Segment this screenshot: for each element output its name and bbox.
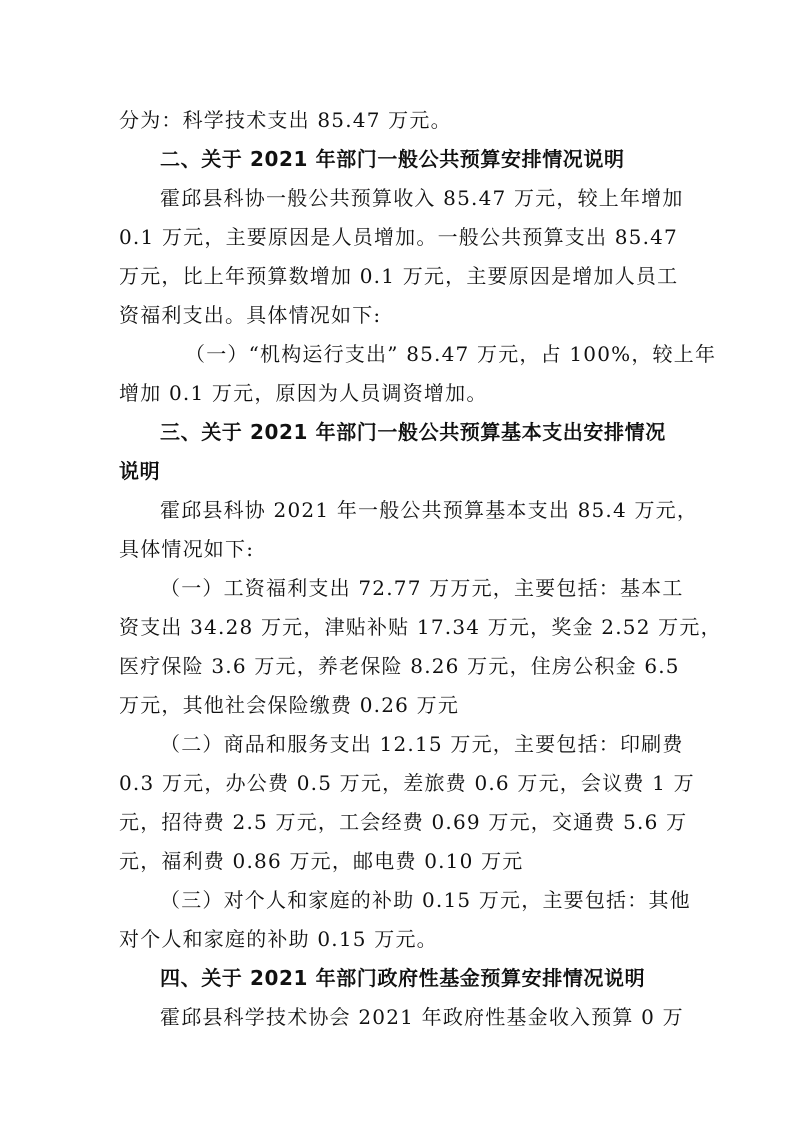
paragraph-line: （一）工资福利支出 72.77 万万元，主要包括：基本工 — [160, 576, 684, 600]
paragraph-line: 万元，其他社会保险缴费 0.26 万元 — [119, 693, 460, 717]
paragraph-line: 具体情况如下: — [119, 537, 255, 561]
paragraph-line: 霍邱县科协一般公共预算收入 85.47 万元，较上年增加 — [160, 186, 684, 210]
paragraph-line: （三）对个人和家庭的补助 0.15 万元，主要包括：其他 — [160, 888, 691, 912]
paragraph-line: 元，福利费 0.86 万元，邮电费 0.10 万元 — [119, 849, 524, 873]
section-heading: 三、关于 2021 年部门一般公共预算基本支出安排情况 — [160, 420, 666, 444]
paragraph-line: 医疗保险 3.6 万元，养老保险 8.26 万元，住房公积金 6.5 — [119, 654, 680, 678]
paragraph-line: 资支出 34.28 万元，津贴补贴 17.34 万元，奖金 2.52 万元， — [119, 615, 722, 639]
section-heading-continued: 说明 — [119, 459, 161, 483]
paragraph-line: （二）商品和服务支出 12.15 万元，主要包括：印刷费 — [160, 732, 684, 756]
paragraph-line: 霍邱县科学技术协会 2021 年政府性基金收入预算 0 万 — [160, 1005, 684, 1029]
section-heading: 四、关于 2021 年部门政府性基金预算安排情况说明 — [160, 966, 646, 990]
paragraph-line: 对个人和家庭的补助 0.15 万元。 — [119, 927, 438, 951]
paragraph-line: 霍邱县科协 2021 年一般公共预算基本支出 85.4 万元， — [160, 498, 699, 522]
paragraph-line: 0.1 万元，主要原因是人员增加。一般公共预算支出 85.47 — [119, 225, 678, 249]
paragraph-line: 资福利支出。具体情况如下: — [119, 303, 382, 327]
section-heading: 二、关于 2021 年部门一般公共预算安排情况说明 — [160, 147, 625, 171]
paragraph-line: 分为：科学技术支出 85.47 万元。 — [119, 108, 452, 132]
paragraph-line: （一）“机构运行支出” 85.47 万元，占 100%，较上年 — [185, 342, 717, 366]
paragraph-line: 增加 0.1 万元，原因为人员调资增加。 — [119, 381, 488, 405]
paragraph-line: 元，招待费 2.5 万元，工会经费 0.69 万元，交通费 5.6 万 — [119, 810, 688, 834]
paragraph-line: 0.3 万元，办公费 0.5 万元，差旅费 0.6 万元，会议费 1 万 — [119, 771, 695, 795]
paragraph-line: 万元，比上年预算数增加 0.1 万元，主要原因是增加人员工 — [119, 264, 679, 288]
